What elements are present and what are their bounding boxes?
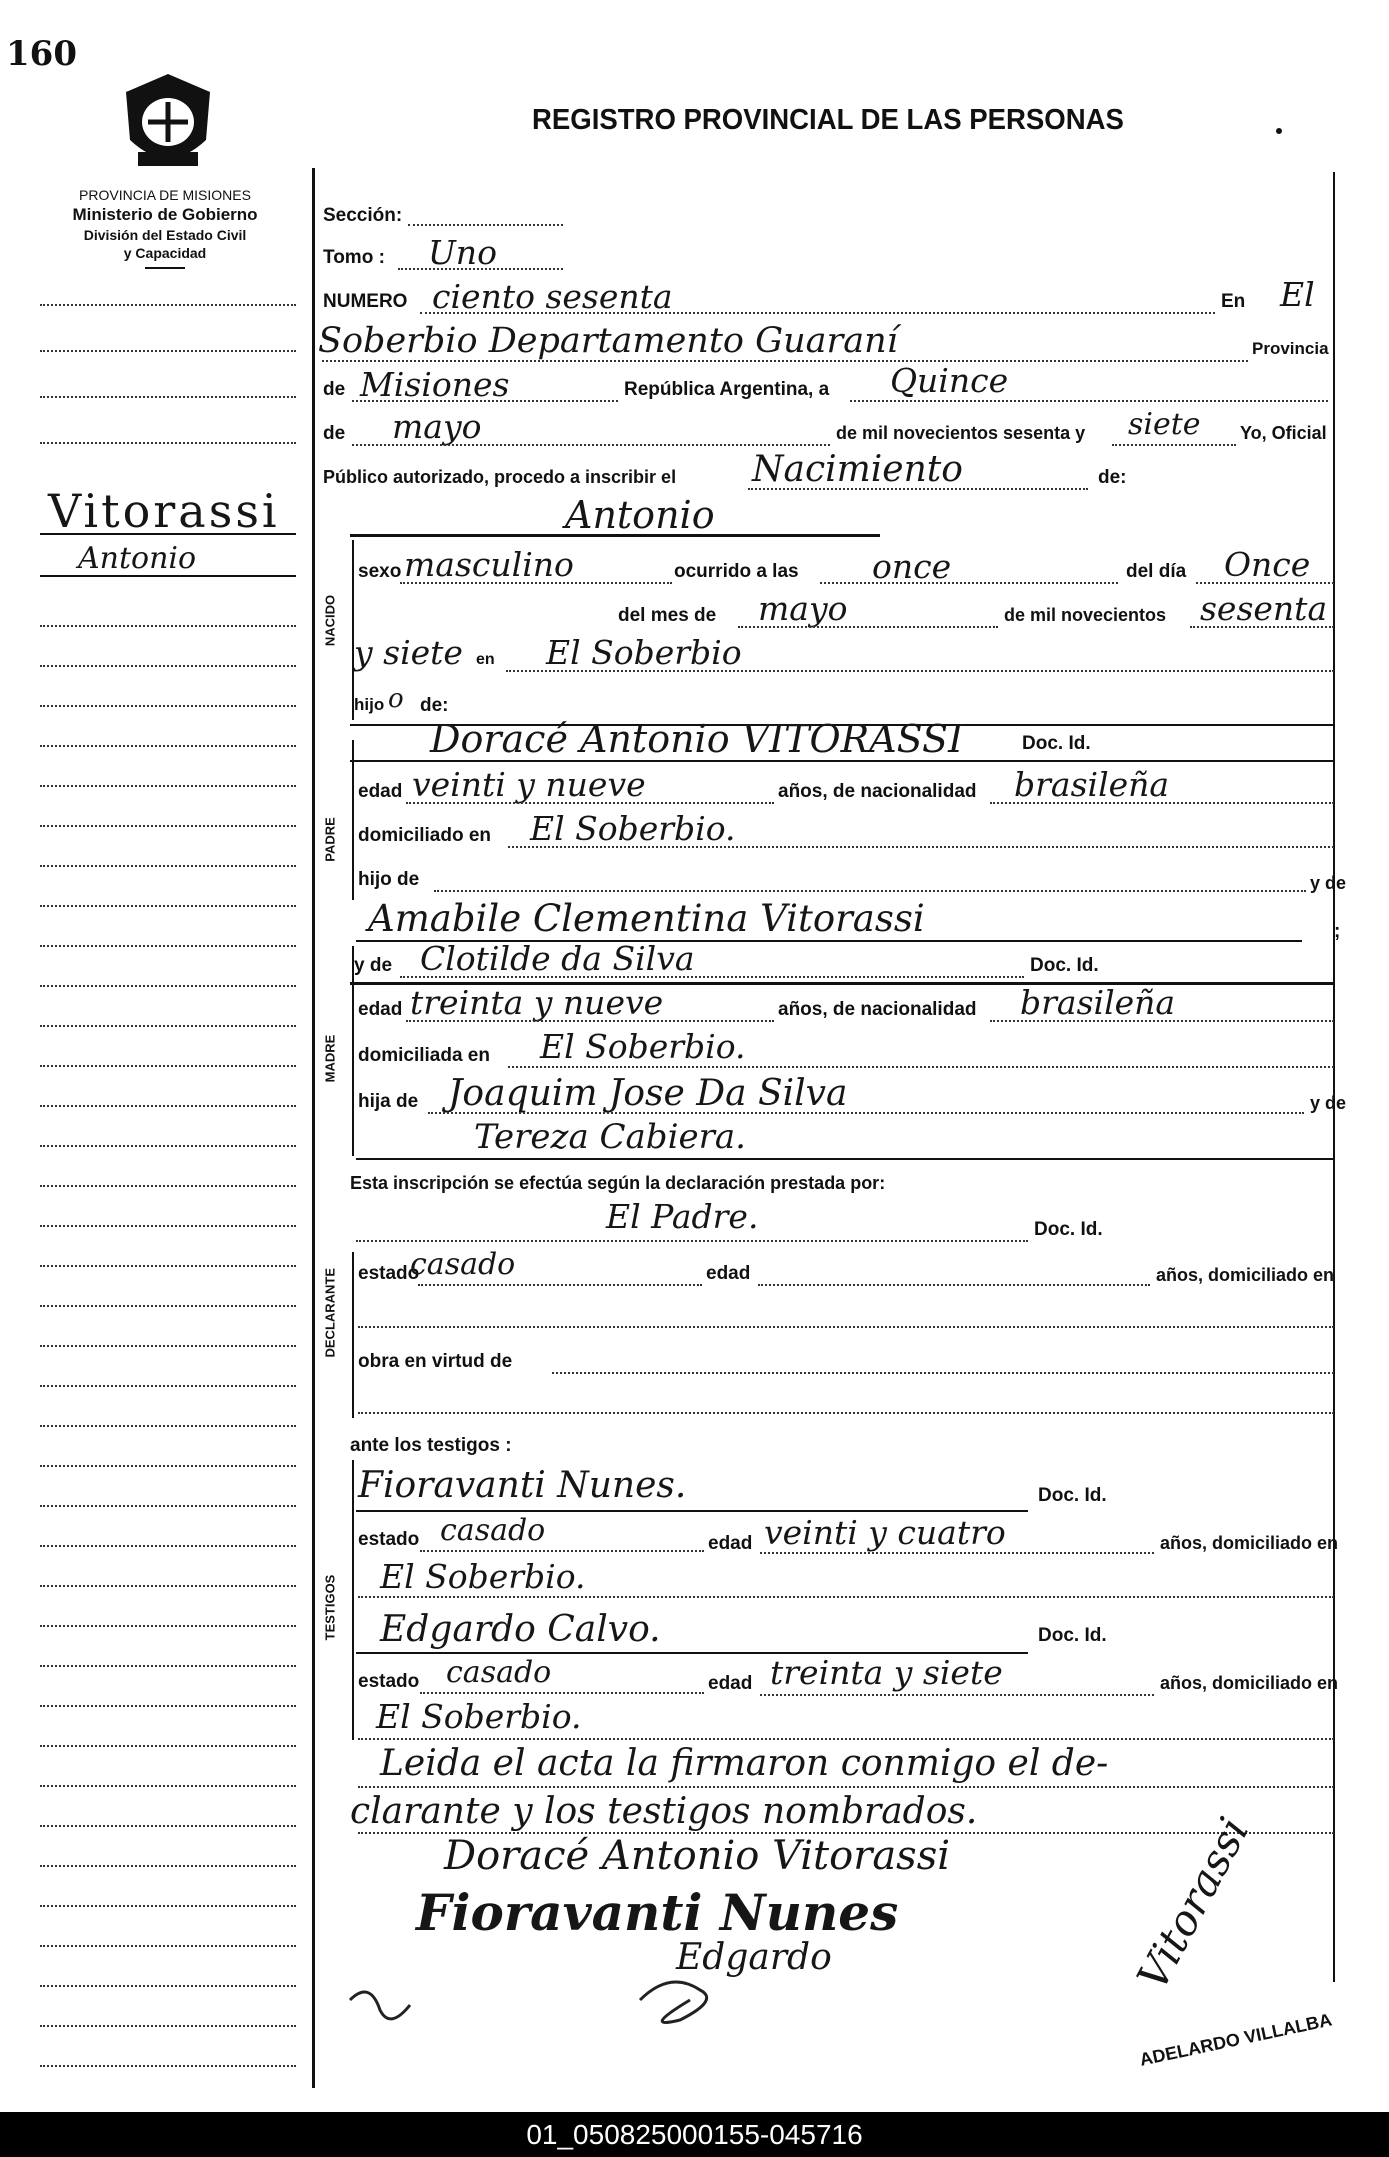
footer-bar (0, 2112, 1389, 2157)
label-ante-testigos: ante los testigos : (350, 1435, 512, 1456)
madre-nac-value: brasileña (1020, 983, 1176, 1022)
label-estado-testigo2: estado (358, 1671, 420, 1692)
signature-testigo2: Edgardo (676, 1937, 832, 1978)
madre-edad-value: treinta y nueve (410, 983, 664, 1022)
declarante-estado-value: casado (410, 1247, 516, 1282)
signature-testigo1: Fioravanti Nunes (416, 1883, 899, 1942)
label-sexo: sexo (358, 561, 402, 582)
padre-madre-value: Amabile Clementina Vitorassi (368, 897, 925, 940)
label-seccion: Sección: (323, 205, 403, 226)
label-doc-id-testigo1: Doc. Id. (1038, 1485, 1107, 1506)
label-en-nac: en (476, 651, 495, 668)
label-en: En (1221, 291, 1246, 312)
official-stamp: ADELARDO VILLALBA (1137, 2009, 1334, 2070)
tomo-value: Uno (428, 233, 497, 272)
agency-block (30, 186, 300, 269)
label-hija-de-madre: hija de (358, 1091, 419, 1112)
dia-value: Once (1224, 545, 1311, 584)
testigo1-edad-value: veinti y cuatro (764, 1513, 1006, 1552)
label-y-de-madre: y de (354, 955, 393, 976)
label-de-mil: de mil novecientos (1004, 605, 1167, 625)
label-anios-dom-testigo1: años, domiciliado en (1160, 1533, 1339, 1553)
label-de-colon: de: (1098, 467, 1127, 488)
label-edad-testigo2: edad (708, 1673, 753, 1694)
anio-fecha-value: siete (1128, 407, 1201, 442)
acta-value: Nacimiento (752, 449, 963, 490)
label-de-mes: de (323, 423, 346, 444)
label-de-provincia: de (323, 379, 346, 400)
label-doc-id-testigo2: Doc. Id. (1038, 1625, 1107, 1646)
label-edad-declarante: edad (706, 1263, 751, 1284)
lugar-value: Soberbio Departamento Guaraní (318, 321, 898, 361)
margin-surname: Vitorassi (48, 484, 280, 538)
label-doc-id-padre: Doc. Id. (1022, 733, 1091, 754)
lugar-nac-value: El Soberbio (546, 633, 742, 672)
provincia-value: Misiones (360, 365, 510, 404)
agency-line1: PROVINCIA DE MISIONES (79, 187, 251, 203)
madre-dom-value: El Soberbio. (540, 1027, 746, 1066)
side-label-madre: MADRE (322, 1034, 338, 1083)
label-declaracion: Esta inscripción se efectúa según la declaración prestada por: (350, 1173, 886, 1193)
label-doc-id-madre: Doc. Id. (1030, 955, 1099, 976)
agency-line3: División del Estado Civil (83, 227, 247, 244)
testigo2-dom-value: El Soberbio. (376, 1697, 582, 1736)
label-hijo: hijo (354, 695, 385, 714)
padre-nombre-value: Doracé Antonio VITORASSI (430, 717, 964, 761)
anio1-value: sesenta (1200, 589, 1328, 628)
label-del-mes: del mes de (618, 605, 717, 626)
dia-fecha-value: Quince (890, 361, 1009, 400)
testigo2-value: Edgardo Calvo. (380, 1609, 661, 1650)
label-yo-oficial: Yo, Oficial (1240, 423, 1327, 443)
label-y-de-madre2: y de (1310, 1093, 1347, 1113)
declarante-value: El Padre. (606, 1197, 759, 1236)
label-anios-nac-madre: años, de nacionalidad (778, 999, 977, 1020)
label-edad-padre: edad (358, 781, 403, 802)
side-label-testigos: TESTIGOS (322, 1574, 338, 1641)
en-value: El (1280, 275, 1315, 314)
signature-declarante: Doracé Antonio Vitorassi (444, 1833, 951, 1879)
hijo-suffix: o (388, 684, 404, 714)
label-semicolon: ; (1334, 921, 1341, 942)
label-publico: Público autorizado, procedo a inscribir el (323, 467, 677, 487)
madre-madre-value: Tereza Cabiera. (474, 1117, 746, 1157)
label-provincia: Provincia (1252, 339, 1329, 358)
label-edad-testigo1: edad (708, 1533, 753, 1554)
label-del-dia: del día (1126, 561, 1187, 582)
label-hijo-de-padre: hijo de (358, 869, 420, 890)
label-estado-testigo1: estado (358, 1529, 420, 1550)
label-doc-id-declarante: Doc. Id. (1034, 1219, 1103, 1240)
margin-given-name: Antonio (78, 541, 197, 576)
numero-value: ciento sesenta (432, 277, 673, 316)
signature-oficial: Vitorassi (1127, 1809, 1259, 1998)
label-obra: obra en virtud de (358, 1351, 513, 1372)
label-estado-declarante: estado (358, 1263, 420, 1284)
padre-dom-value: El Soberbio. (530, 809, 736, 848)
coat-of-arms-icon (118, 70, 218, 180)
page-number: 160 (6, 34, 77, 74)
padre-edad-value: veinti y nueve (412, 765, 646, 804)
label-ocurrido: ocurrido a las (674, 561, 799, 582)
label-domiciliado-padre: domiciliado en (358, 825, 492, 846)
anio2-value: y siete (354, 633, 463, 672)
agency-line2: Ministerio de Gobierno (72, 205, 258, 225)
testigo1-value: Fioravanti Nunes. (358, 1465, 687, 1506)
footer-id: 01_050825000155-045716 (526, 2118, 863, 2150)
label-tomo: Tomo : (323, 247, 385, 268)
padre-nac-value: brasileña (1014, 765, 1170, 804)
label-anios-dom-declarante: años, domiciliado en (1156, 1265, 1335, 1285)
document-title: REGISTRO PROVINCIAL DE LAS PERSONAS (532, 104, 1124, 136)
label-numero: NUMERO (323, 291, 408, 312)
testigo1-dom-value: El Soberbio. (380, 1557, 586, 1596)
side-label-padre: PADRE (322, 817, 338, 862)
signature-scribble-icon (340, 1960, 730, 2040)
madre-nombre-value: Clotilde da Silva (420, 939, 695, 978)
nombre-value: Antonio (565, 493, 715, 537)
label-republica: República Argentina, a (624, 379, 830, 400)
hora-value: once (872, 547, 952, 586)
closing-line2: clarante y los testigos nombrados. (350, 1791, 978, 1832)
label-anios-dom-testigo2: años, domiciliado en (1160, 1673, 1339, 1693)
label-anios-nac-padre: años, de nacionalidad (778, 781, 977, 802)
testigo1-estado-value: casado (440, 1513, 546, 1548)
label-de-mil-sesenta: de mil novecientos sesenta y (836, 423, 1086, 443)
testigo2-edad-value: treinta y siete (770, 1653, 1003, 1692)
testigo2-estado-value: casado (446, 1655, 552, 1690)
label-domiciliada-madre: domiciliada en (358, 1045, 490, 1066)
madre-padre-value: Joaquim Jose Da Silva (448, 1073, 848, 1114)
label-edad-madre: edad (358, 999, 403, 1020)
side-label-nacido: NACIDO (322, 594, 338, 647)
mes-value: mayo (758, 589, 848, 628)
sexo-value: masculino (404, 545, 574, 584)
agency-line4: y Capacidad (123, 245, 207, 262)
side-label-declarante: DECLARANTE (322, 1267, 338, 1358)
label-de-hijo: de: (420, 695, 449, 716)
label-y-de-padre: y de (1310, 873, 1347, 893)
closing-line1: Leida el acta la firmaron conmigo el de- (380, 1743, 1109, 1784)
mes-fecha-value: mayo (392, 407, 482, 446)
